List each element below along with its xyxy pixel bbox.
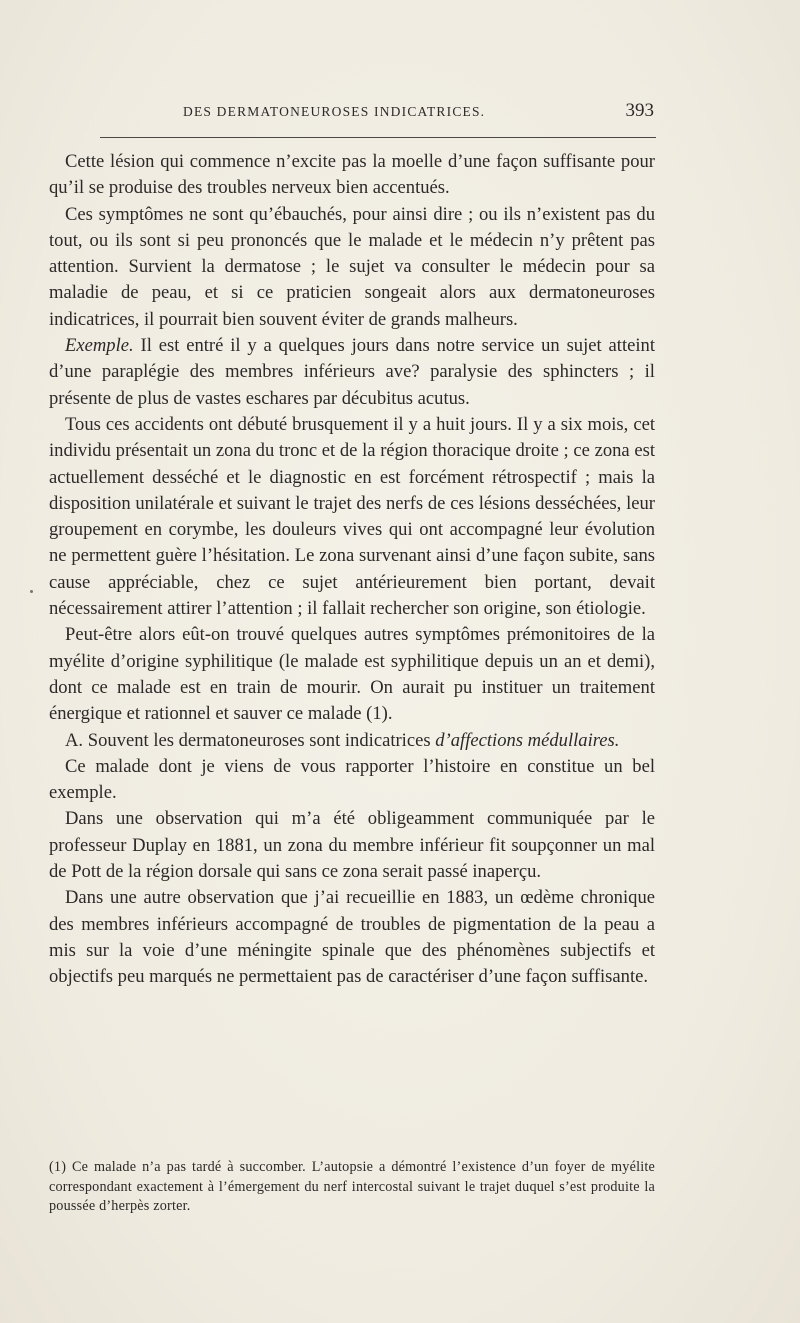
- paragraph-6: [49, 728, 655, 754]
- paragraph-4: [49, 412, 655, 622]
- paragraph-1: [49, 149, 655, 202]
- paragraph-3: [49, 333, 655, 412]
- paragraph-9-text: Dans une autre observation que j’ai recueillie en 1883, un œdème chronique des membres inférieurs accompagné de troubles de pigmentation de la peau a mis sur la voie d’une méningite spinale que des phénomènes subjectifs et objectifs peu marqués ne permettaient pas de caractériser d’une façon suffisante.: [49, 887, 655, 988]
- body-text: [49, 149, 655, 991]
- paragraph-7-text: Ce malade dont je viens de vous rapporter l’histoire en constitue un bel exemple.: [49, 755, 655, 804]
- page-number: 393: [625, 100, 654, 121]
- paragraph-5-text: Peut-être alors eût-on trouvé quelques autres symptômes prémonitoires de la myélite d’origine syphilitique (le malade est syphilitique depuis un an et demi), dont ce malade est en train de mourir. On aurait pu instituer un traitement énergique et rationnel et sauver ce malade (1).: [49, 624, 655, 725]
- paragraph-7: [49, 754, 655, 807]
- paragraph-9: [49, 885, 655, 990]
- section-a-lead: A. Souvent les dermatoneuroses sont indicatrices: [65, 729, 436, 751]
- paragraph-3-text: Il est entré il y a quelques jours dans notre service un sujet atteint d’une paraplégie des membres inférieurs ave: [49, 335, 655, 383]
- footnotes: [49, 1158, 655, 1217]
- page-header: [100, 100, 656, 128]
- paragraph-8-text: Dans une observation qui m’a été obligeamment communiquée par le professeur Duplay en 1881, un zona du membre inférieur fit soupçonner un mal de Pott de la région dorsale qui sans ce zona serait passé inaperçu.: [49, 808, 655, 883]
- example-label: Exemple.: [65, 335, 134, 357]
- header-rule: [100, 137, 656, 138]
- paragraph-4-text: Tous ces accidents ont débuté brusquement il y a huit jours. Il y a six mois, cet individu présentait un zona du tronc et de la région thoracique droite ; ce zona est actuellement desséché et le diagnostic en est forcément rétrospectif ; mais la disposition unilatérale et suivant le trajet des nerfs de ces lésions desséchées, leur groupement en corymbe, les douleurs vives qui ont accompagné leur évolution ne permettent guère l’hésitation. Le zona survenant ainsi d’une façon subite, sans cause appréciable, chez ce sujet antérieurement bien portant, devait nécessairement attirer l’attention ; il fallait rechercher son origine, son étiologie.: [49, 413, 655, 620]
- paragraph-2-text: Ces symptômes ne sont qu’ébauchés, pour ainsi dire ; ou ils n’existent pas du tout, ou ils sont si peu prononcés que le malade et le médecin n’y prêtent pas attention. Survient la dermatose ; le sujet va consulter le médecin pour sa maladie de peau, et si ce praticien songeait alors aux dermatoneuroses indicatrices, il pourrait bien souvent éviter de grands malheurs.: [49, 203, 655, 330]
- paragraph-3-rest: ? paralysie des sphincters ; il présente de plus de vastes eschares par décubitus acutus.: [49, 361, 655, 409]
- paragraph-8: [49, 806, 655, 885]
- section-a-italic: d’affections médullaires.: [435, 729, 620, 751]
- margin-speck: [30, 590, 33, 593]
- paragraph-5: [49, 622, 655, 727]
- running-title: DES DERMATONEUROSES INDICATRICES.: [183, 104, 486, 119]
- paragraph-2: [49, 202, 655, 333]
- paragraph-1-text: Cette lésion qui commence n’excite pas la moelle d’une façon suffisante pour qu’il se produise des troubles nerveux bien accentués.: [49, 151, 655, 199]
- footnote-1: (1) Ce malade n’a pas tardé à succomber. L’autopsie a démontré l’existence d’un foyer de myélite correspondant exactement à l’émergement du nerf intercostal suivant le trajet duquel s’est produite la poussée d’herpès zorter.: [49, 1159, 655, 1214]
